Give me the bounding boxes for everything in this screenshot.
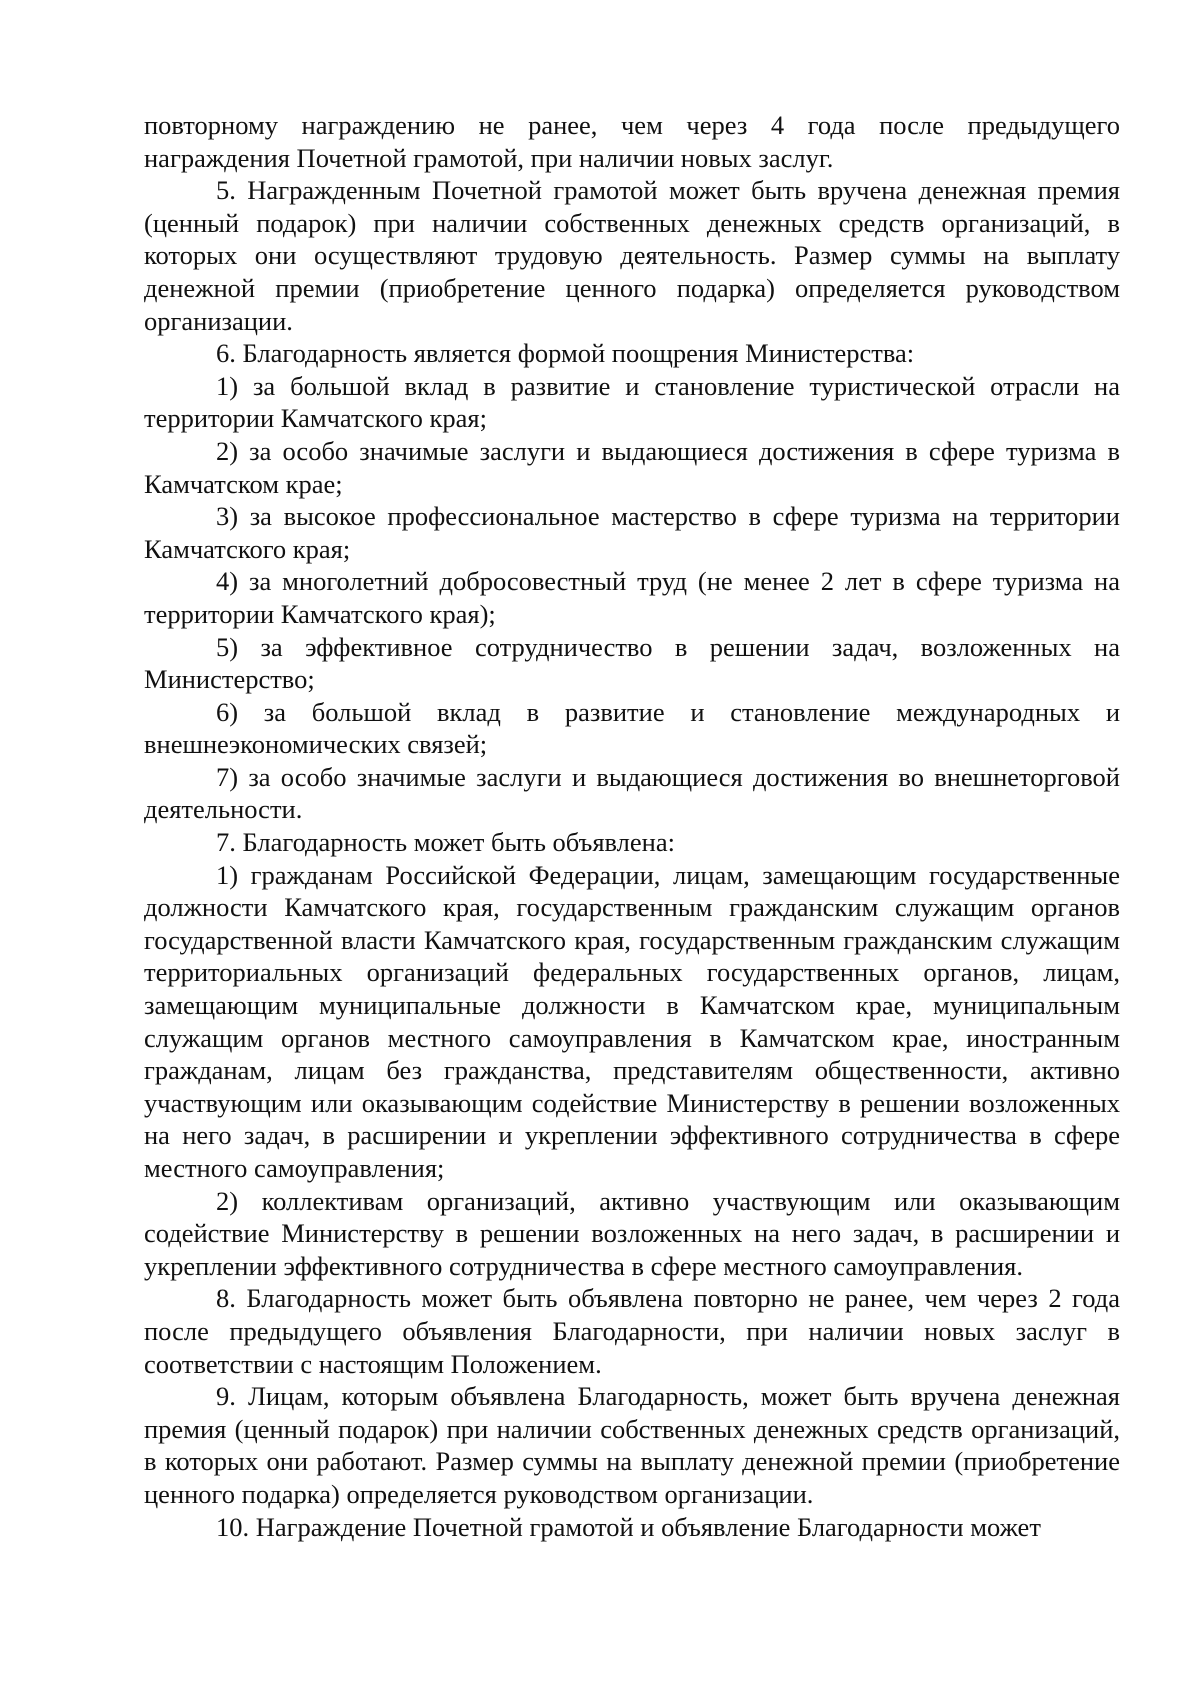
subitem-7-1: 1) гражданам Российской Федерации, лицам, замещающим государственные должности Камчатского края, государственным гражданским служащим органов государственной власти Камчатского края, государственным гражданским служащим территориальных организаций федеральных государственных органов, лицам, замещающим муниципальные должности в Камчатском крае, муниципальным служащим органов местного самоуправления в Камчатском крае, иностранным гражданам, лицам без гражданства, представителям общественности, активно участвующим или оказывающим содействие Министерству в решении возложенных на него задач, в расширении и укреплении эффективного сотрудничества в сфере местного самоуправления; — [144, 859, 1120, 1183]
paragraph-item-5: 5. Награжденным Почетной грамотой может быть вручена денежная премия (ценный подарок) при наличии собственных денежных средств организаций, в которых они осуществляют трудовую деятельность. Размер суммы на выплату денежной премии (приобретение ценного подарка) определяется руководством организации. — [144, 175, 1120, 336]
paragraph-item-8: 8. Благодарность может быть объявлена повторно не ранее, чем через 2 года после предыдущего объявления Благодарности, при наличии новых заслуг в соответствии с настоящим Положением. — [144, 1283, 1120, 1379]
subitem-6-3: 3) за высокое профессиональное мастерство в сфере туризма на территории Камчатского края; — [144, 501, 1120, 564]
paragraph-item-9: 9. Лицам, которым объявлена Благодарность, может быть вручена денежная премия (ценный подарок) при наличии собственных денежных средств организаций, в которых они работают. Размер суммы на выплату денежной премии (приобретение ценного подарка) определяется руководством организации. — [144, 1381, 1120, 1509]
subitem-6-2: 2) за особо значимые заслуги и выдающиеся достижения в сфере туризма в Камчатском крае; — [144, 435, 1120, 499]
subitem-6-4: 4) за многолетний добросовестный труд (не менее 2 лет в сфере туризма на территории Камчатского края); — [144, 566, 1120, 629]
subitem-6-1: 1) за большой вклад в развитие и становление туристической отрасли на территории Камчатского края; — [144, 370, 1120, 434]
paragraph-item-7: 7. Благодарность может быть объявлена: — [216, 827, 675, 858]
paragraph-item-10: 10. Награждение Почетной грамотой и объявление Благодарности может — [216, 1511, 1041, 1542]
document-body — [144, 109, 1120, 1543]
subitem-6-6: 6) за большой вклад в развитие и становление международных и внешнеэкономических связей; — [144, 696, 1120, 760]
subitem-7-2: 2) коллективам организаций, активно участвующим или оказывающим содействие Министерству в решении возложенных на него задач, в расширении и укреплении эффективного сотрудничества в сфере местного самоуправления. — [144, 1185, 1120, 1281]
subitem-6-7: 7) за особо значимые заслуги и выдающиеся достижения во внешнеторговой деятельности. — [144, 761, 1120, 825]
subitem-6-5: 5) за эффективное сотрудничество в решении задач, возложенных на Министерство; — [144, 631, 1120, 695]
paragraph-continuation: повторному награждению не ранее, чем через 4 года после предыдущего награждения Почетной грамотой, при наличии новых заслуг. — [144, 110, 1120, 173]
paragraph-item-6: 6. Благодарность является формой поощрения Министерства: — [216, 338, 915, 369]
